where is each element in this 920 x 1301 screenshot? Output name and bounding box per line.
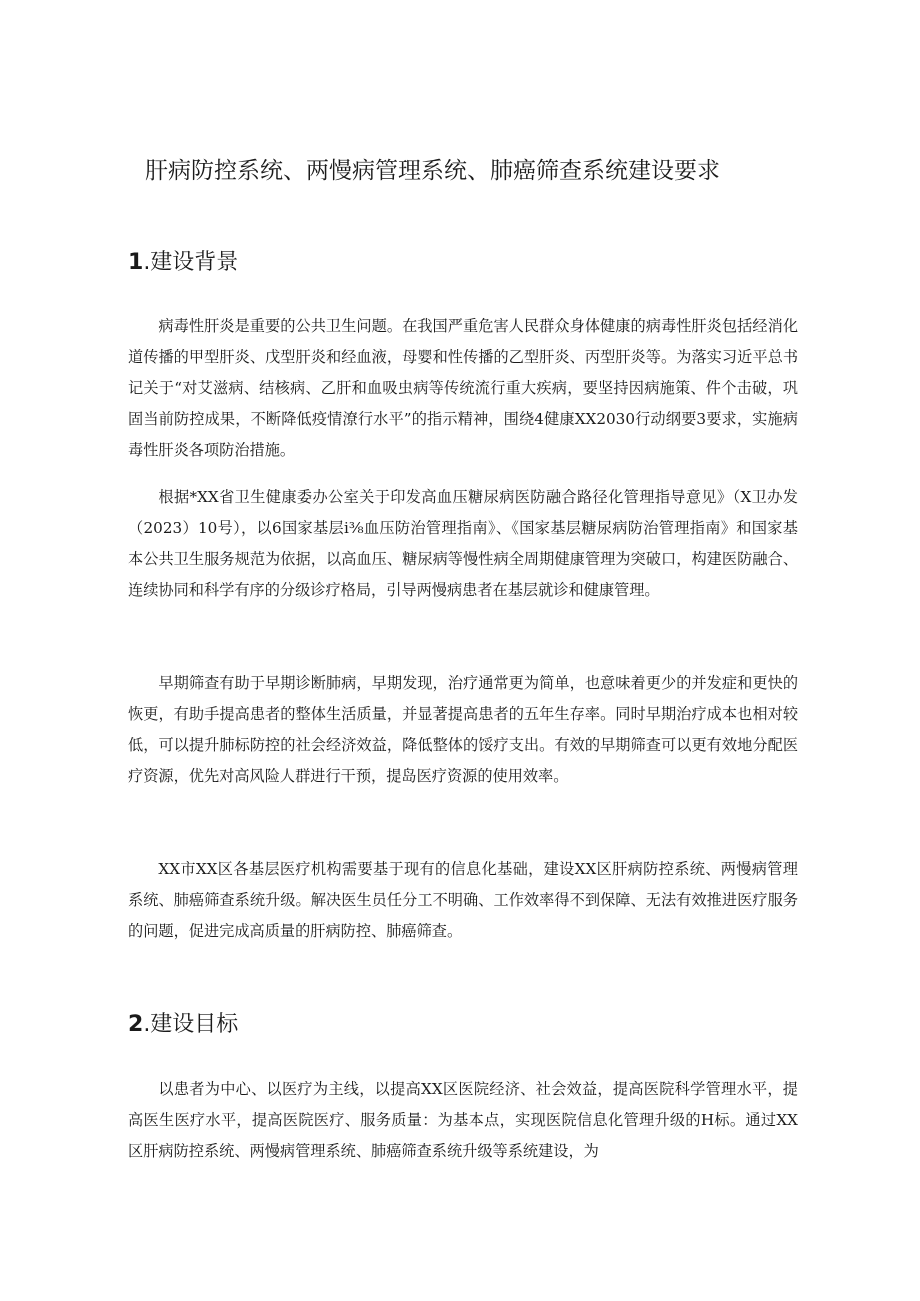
paragraph-chronic-disease-basis: 根据*XX省卫生健康委办公室关于印发高血压糖尿病医防融合路径化管理指导意见》（X卫办发（2023）10号），以6国家基层i⅜血压防治管理指南》、《国家基层糖尿病防治管理指南》和国家基本公共卫生服务规范为依据，以高血压、糖尿病等慢性病全周期健康管理为突破口，构建医防融合、连续协同和科学有序的分级诊疗格局，引导两慢病患者在基层就诊和健康管理。 xyxy=(128,488,798,599)
section-number: 1 xyxy=(128,250,144,275)
paragraph-lung-screening: 早期筛查有助于早期诊断肺病，早期发现，治疗通常更为简单，也意味着更少的并发症和更快的恢更，有助手提高患者的整体生活质量，并显著提高患者的五年生存率。同时早期治疗成本也相对较低，可以提升肺标防控的社会经济效益，降低整体的馁疗支出。有效的早期筛查可以更有效地分配医疗资源，优先对高风险人群进行干预，提岛医疗资源的使用效率。 xyxy=(128,674,798,785)
section-number: 2 xyxy=(128,1012,144,1037)
document-title: 肝病防控系统、两慢病管理系统、肺癌筛查系统建设要求 xyxy=(145,158,720,184)
section-title: .建设目标 xyxy=(143,1012,239,1037)
paragraph-district-requirements: XX市XX区各基层医疗机构需要基于现有的信息化基础，建设XX区肝病防控系统、两慢病管理系统、肺癌筛查系统升级。解决医生员任分工不明确、工作效率得不到保障、无法有效推进医疗服务的问题，促进完成高质量的肝病防控、肺癌筛查。 xyxy=(128,860,798,940)
section-title: .建设背景 xyxy=(143,250,239,275)
paragraph-goals: 以患者为中心、以医疗为主线，以提高XX区医院经济、社会效益，提高医院科学管理水平，提高医生医疗水平，提高医院医疗、服务质量：为基本点，实现医院信息化管理升级的H标。通过XX区肝病防控系统、两慢病管理系统、肺癌筛查系统升级等系统建设，为 xyxy=(128,1080,798,1160)
section-heading-background xyxy=(128,249,238,277)
paragraph-hepatitis-background: 病毒性肝炎是重要的公共卫生问题。在我国严重危害人民群众身体健康的病毒性肝炎包括经消化道传播的甲型肝炎、戊型肝炎和经血液，母婴和性传播的乙型肝炎、丙型肝炎等。为落实习近平总书记关于“对艾滋病、结核病、乙肝和血吸虫病等传统流行重大疾病，要坚持因病施策、件个击破，巩固当前防控成果，不断降低疫情潦行水平”的指示精神，围绕4健康XX2030行动纲要3要求，实施病毒性肝炎各项防治措施。 xyxy=(128,317,798,459)
section-heading-goals xyxy=(128,1011,238,1039)
